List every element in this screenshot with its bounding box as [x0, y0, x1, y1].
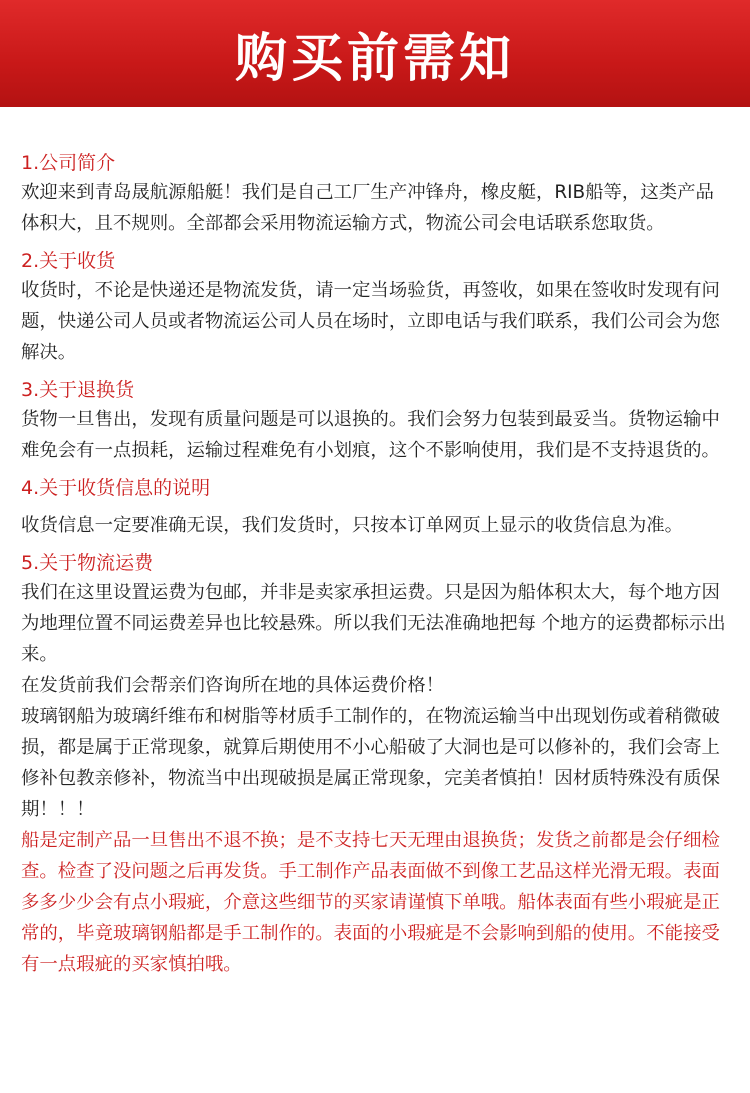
section-receiving-info	[21, 474, 730, 541]
section-paragraph: 欢迎来到青岛晟航源船艇！我们是自己工厂生产冲锋舟，橡皮艇，RIB船等，这类产品体积大，且不规则。全部都会采用物流运输方式，物流公司会电话联系您取货。	[21, 182, 714, 234]
section-paragraph: 货物一旦售出，发现有质量问题是可以退换的。我们会努力包装到最妥当。货物运输中难免会有一点损耗，运输过程难免有小划痕，这个不影响使用，我们是不支持退货的。	[21, 409, 720, 461]
section-paragraph: 收货时，不论是快递还是物流发货，请一定当场验货，再签收，如果在签收时发现有问题，快递公司人员或者物流运公司人员在场时，立即电话与我们联系，我们公司会为您解决。	[21, 280, 720, 363]
section-shipping-fee	[21, 549, 730, 980]
section-paragraph: 收货信息一定要准确无误，我们发货时，只按本订单网页上显示的收货信息为准。	[21, 515, 684, 536]
section-heading: 3.关于退换货	[21, 379, 135, 401]
section-returns	[21, 376, 730, 466]
notice-content	[0, 107, 750, 980]
section-company-intro	[21, 149, 730, 239]
section-heading: 4.关于收货信息的说明	[21, 477, 211, 499]
section-heading: 5.关于物流运费	[21, 552, 154, 574]
page-title: 购买前需知	[234, 29, 515, 89]
section-paragraph: 玻璃钢船为玻璃纤维布和树脂等材质手工制作的，在物流运输当中出现划伤或着稍微破损，都是属于正常现象，就算后期使用不小心船破了大洞也是可以修补的，我们会寄上修补包教亲修补，物流当中出现破损是属正常现象，完美者慎拍！因材质特殊没有质保期！！！	[21, 706, 720, 820]
section-heading: 1.公司简介	[21, 152, 116, 174]
section-paragraph: 我们在这里设置运费为包邮，并非是卖家承担运费。只是因为船体积太大，每个地方因为地理位置不同运费差异也比较悬殊。所以我们无法准确地把每 个地方的运费都标示出来。	[21, 582, 726, 665]
custom-product-notice: 船是定制产品一旦售出不退不换；是不支持七天无理由退换货；发货之前都是会仔细检查。检查了没问题之后再发货。手工制作产品表面做不到像工艺品这样光滑无瑕。表面多多少少会有点小瑕疵，介意这些细节的买家请谨慎下单哦。船体表面有些小瑕疵是正常的，毕竟玻璃钢船都是手工制作的。表面的小瑕疵是不会影响到船的使用。不能接受有一点瑕疵的买家慎拍哦。	[21, 830, 720, 975]
section-receiving	[21, 247, 730, 368]
section-paragraph: 在发货前我们会帮亲们咨询所在地的具体运费价格！	[21, 675, 444, 696]
title-banner	[0, 0, 750, 107]
section-heading: 2.关于收货	[21, 250, 116, 272]
